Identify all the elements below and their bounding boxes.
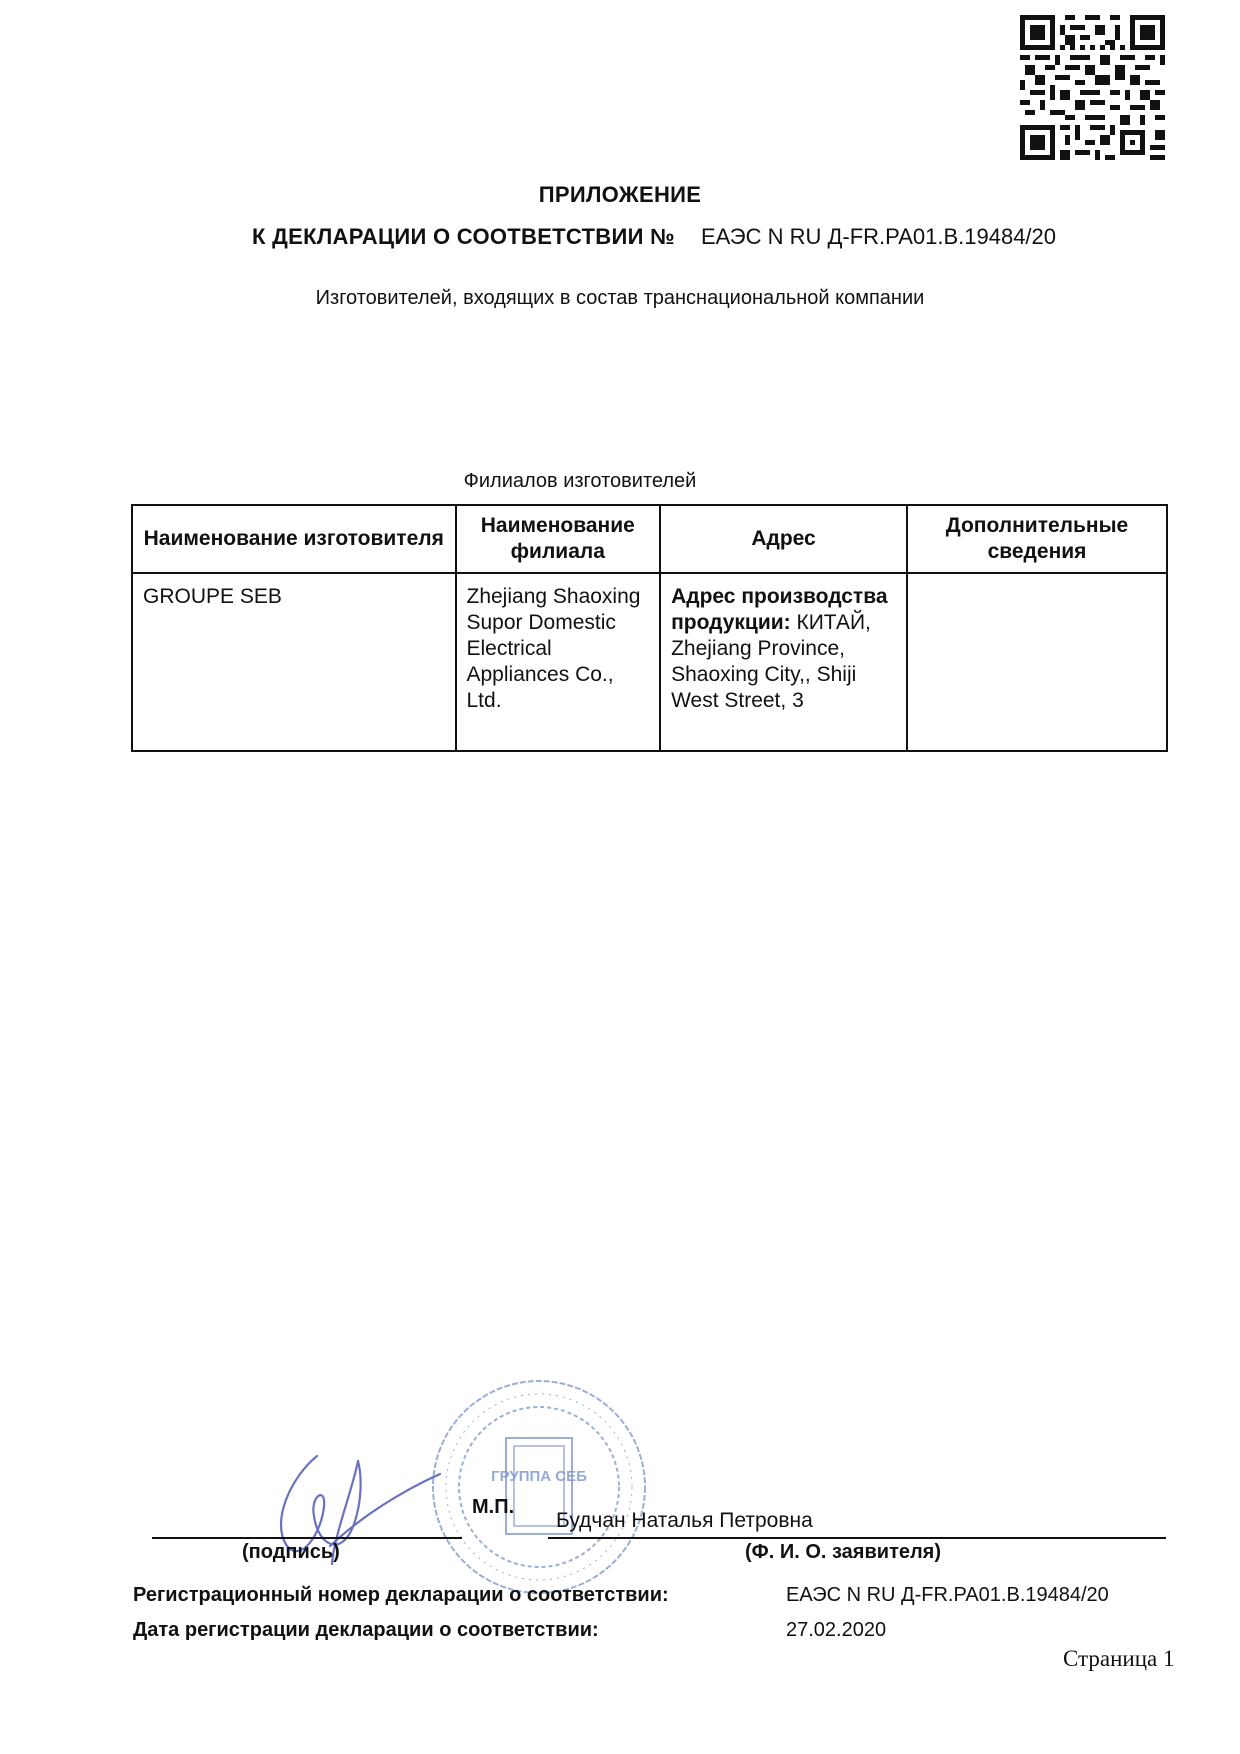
branches-table (131, 504, 1168, 752)
cell-address (660, 573, 907, 751)
registration-number-value: ЕАЭС N RU Д-FR.PA01.B.19484/20 (786, 1584, 1109, 1606)
seal-stamp-icon (428, 1376, 650, 1598)
registration-date-value: 27.02.2020 (786, 1619, 887, 1641)
mp-label: М.П. (472, 1496, 515, 1518)
qr-code-icon (1020, 15, 1165, 160)
stamp-text: ГРУППА СЕБ (491, 1468, 587, 1485)
registration-date-label: Дата регистрации декларации о соответствии: (133, 1619, 599, 1641)
address-value: КИТАЙ, Zhejiang Province, Shaoxing City,, Shiji West Street, 3 (671, 611, 871, 712)
cell-manufacturer: GROUPE SEB (132, 573, 456, 751)
cell-branch: Zhejiang Shaoxing Supor Domestic Electrical Appliances Co., Ltd. (456, 573, 661, 751)
declaration-number: ЕАЭС N RU Д-FR.PA01.B.19484/20 (700, 224, 1057, 249)
address-label: Адрес производства продукции: (671, 585, 888, 634)
applicant-name: Будчан Наталья Петровна (556, 1509, 813, 1532)
declaration-label: К ДЕКЛАРАЦИИ О СООТВЕТСТВИИ № (252, 224, 675, 249)
header-branch: Наименование филиала (456, 505, 661, 573)
name-caption: (Ф. И. О. заявителя) (745, 1541, 942, 1563)
declaration-heading (252, 224, 1056, 250)
page-number: Страница 1 (1063, 1646, 1175, 1671)
signature-caption: (подпись) (242, 1541, 340, 1563)
header-extra: Дополнительные сведения (907, 505, 1167, 573)
header-manufacturer: Наименование изготовителя (132, 505, 456, 573)
table-row (132, 573, 1167, 751)
subtitle: Изготовителей, входящих в состав транснациональной компании (315, 287, 925, 309)
name-line (548, 1537, 1166, 1539)
page-title: ПРИЛОЖЕНИЕ (538, 182, 702, 207)
table-header-row (132, 505, 1167, 573)
signature-line (152, 1537, 462, 1539)
cell-extra (907, 573, 1167, 751)
table-caption: Филиалов изготовителей (463, 470, 697, 492)
header-address: Адрес (660, 505, 907, 573)
registration-number-label: Регистрационный номер декларации о соответствии: (133, 1584, 669, 1606)
